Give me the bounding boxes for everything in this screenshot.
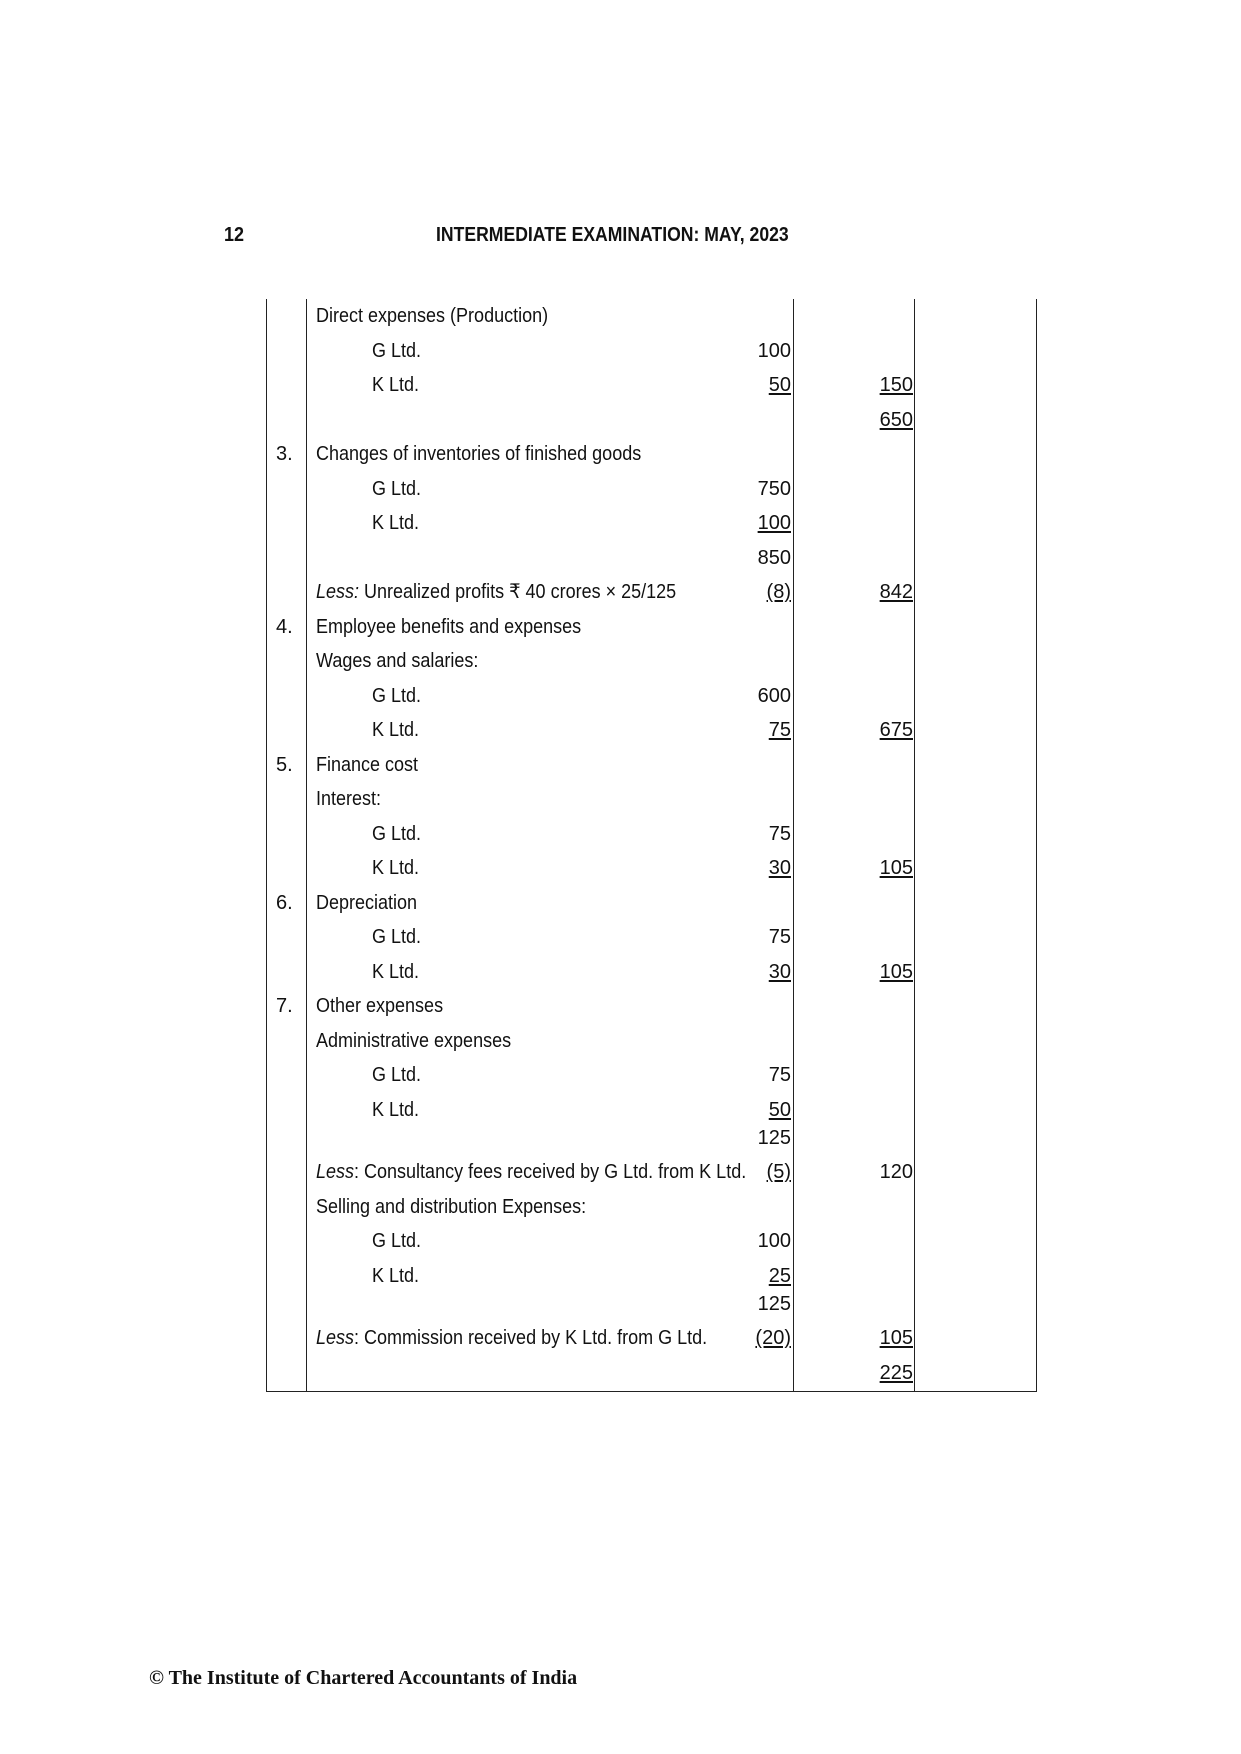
amount-total: 105 [879, 1327, 913, 1349]
table-row [266, 920, 1037, 954]
page-number: 12 [224, 224, 245, 246]
item-description-text: Selling and distribution Expenses: [316, 1195, 587, 1218]
item-number: 6. [276, 891, 293, 914]
amount-inner: 100 [757, 1230, 791, 1252]
item-description-text: K Ltd. [372, 719, 420, 741]
table-row [266, 955, 1037, 989]
table-row [266, 1287, 1037, 1321]
item-description-text: K Ltd. [372, 1264, 420, 1287]
amount-total: 842 [879, 581, 913, 603]
item-description [372, 927, 421, 947]
page-header-title: INTERMEDIATE EXAMINATION: MAY, 2023 [436, 224, 789, 246]
amount-inner: 125 [757, 1293, 791, 1315]
table-row [266, 506, 1037, 540]
amount-inner: 850 [757, 546, 791, 569]
item-description-text: Depreciation [316, 891, 418, 914]
item-description-text: G Ltd. [372, 822, 422, 845]
table-row [266, 299, 1037, 333]
table-row [266, 368, 1037, 402]
table-row [266, 610, 1037, 644]
item-description [372, 1231, 421, 1251]
item-description [316, 789, 381, 809]
item-description-text: Wages and salaries: [316, 650, 479, 672]
item-description [372, 1100, 419, 1120]
item-number: 7. [276, 995, 293, 1017]
table-row [266, 437, 1037, 471]
less-prefix: Less: [316, 581, 360, 603]
amount-inner: 75 [768, 822, 791, 845]
table-row [266, 575, 1037, 609]
table-row [266, 541, 1037, 575]
item-description-text: G Ltd. [372, 1064, 422, 1086]
amount-inner: 25 [768, 1264, 791, 1287]
item-description [316, 1031, 511, 1051]
item-description-text: K Ltd. [372, 1098, 420, 1121]
amount-inner: (20) [755, 1327, 791, 1349]
amount-inner: 750 [757, 477, 791, 500]
item-description [316, 1162, 746, 1182]
table-row [266, 886, 1037, 920]
item-description-text: K Ltd. [372, 374, 420, 396]
item-description-text: K Ltd. [372, 512, 420, 534]
item-description [316, 306, 548, 326]
table-row [266, 1321, 1037, 1355]
item-description-text: G Ltd. [372, 477, 422, 500]
item-description-text: G Ltd. [372, 339, 422, 362]
less-prefix: Less [316, 1327, 355, 1349]
item-description [372, 686, 421, 706]
item-description [372, 1065, 421, 1085]
item-description [316, 651, 478, 671]
amount-total: 105 [879, 960, 913, 983]
item-description [372, 962, 419, 982]
item-description [372, 824, 421, 844]
amount-inner: 100 [757, 339, 791, 362]
table-row [266, 472, 1037, 506]
amount-inner: 100 [757, 512, 791, 534]
item-description-text: Employee benefits and expenses [316, 615, 582, 638]
amount-inner: 30 [768, 960, 791, 983]
item-description [316, 1328, 707, 1348]
amount-inner: 75 [768, 926, 791, 948]
item-description-text: : Consultancy fees received by G Ltd. from K Ltd. [354, 1161, 747, 1183]
table-row [266, 1356, 1037, 1390]
item-description-text: K Ltd. [372, 857, 420, 879]
table-row [266, 644, 1037, 678]
table-row [266, 713, 1037, 747]
amount-inner: (5) [766, 1161, 791, 1183]
table-row [266, 1121, 1037, 1155]
table-row [266, 1224, 1037, 1258]
table-border-bottom [266, 1391, 1037, 1392]
amount-total: 105 [879, 857, 913, 879]
item-description [316, 582, 676, 602]
item-description-text: G Ltd. [372, 684, 422, 707]
amount-inner: 50 [768, 374, 791, 396]
item-description-text: Unrealized profits ₹ 40 crores × 25/125 [359, 581, 677, 603]
table-row [266, 782, 1037, 816]
item-description [316, 444, 641, 464]
table-row [266, 1155, 1037, 1189]
item-number: 3. [276, 443, 293, 465]
table-row [266, 989, 1037, 1023]
table-row [266, 1058, 1037, 1092]
item-description-text: Direct expenses (Production) [316, 305, 549, 327]
item-description-text: G Ltd. [372, 926, 422, 948]
item-description [316, 617, 581, 637]
amount-inner: (8) [766, 581, 791, 603]
item-number: 4. [276, 615, 293, 638]
table-row [266, 851, 1037, 885]
item-description [372, 341, 421, 361]
item-description [316, 1197, 586, 1217]
amount-inner: 125 [757, 1127, 791, 1149]
amount-total: 650 [879, 408, 913, 431]
item-description-text: Interest: [316, 788, 382, 810]
table-row [266, 679, 1037, 713]
table-row [266, 1190, 1037, 1224]
item-description [372, 513, 419, 533]
footer-copyright: © The Institute of Chartered Accountants of India [149, 1667, 578, 1689]
amount-total: 150 [879, 374, 913, 396]
amount-inner: 30 [768, 857, 791, 879]
item-description [372, 1266, 419, 1286]
item-description [372, 720, 419, 740]
item-description [372, 479, 421, 499]
amount-inner: 50 [768, 1098, 791, 1121]
item-description-text: Administrative expenses [316, 1029, 512, 1052]
item-description-text: Changes of inventories of finished goods [316, 443, 642, 465]
table-row [266, 817, 1037, 851]
amount-total: 675 [879, 719, 913, 741]
amount-inner: 75 [768, 719, 791, 741]
item-description-text: G Ltd. [372, 1230, 422, 1252]
amount-total: 120 [879, 1161, 913, 1183]
item-description [372, 375, 419, 395]
item-description-text: : Commission received by K Ltd. from G Ltd. [354, 1327, 708, 1349]
table-row [266, 334, 1037, 368]
table-row [266, 748, 1037, 782]
table-row [266, 403, 1037, 437]
item-description-text: Other expenses [316, 995, 444, 1017]
amount-total: 225 [879, 1361, 913, 1384]
item-description [316, 893, 417, 913]
item-description [316, 996, 443, 1016]
amount-inner: 75 [768, 1064, 791, 1086]
amount-inner: 600 [757, 684, 791, 707]
table-row [266, 1024, 1037, 1058]
item-number: 5. [276, 753, 293, 776]
item-description-text: Finance cost [316, 753, 419, 776]
item-description [372, 858, 419, 878]
item-description-text: K Ltd. [372, 960, 420, 983]
item-description [316, 755, 418, 775]
less-prefix: Less [316, 1161, 355, 1183]
